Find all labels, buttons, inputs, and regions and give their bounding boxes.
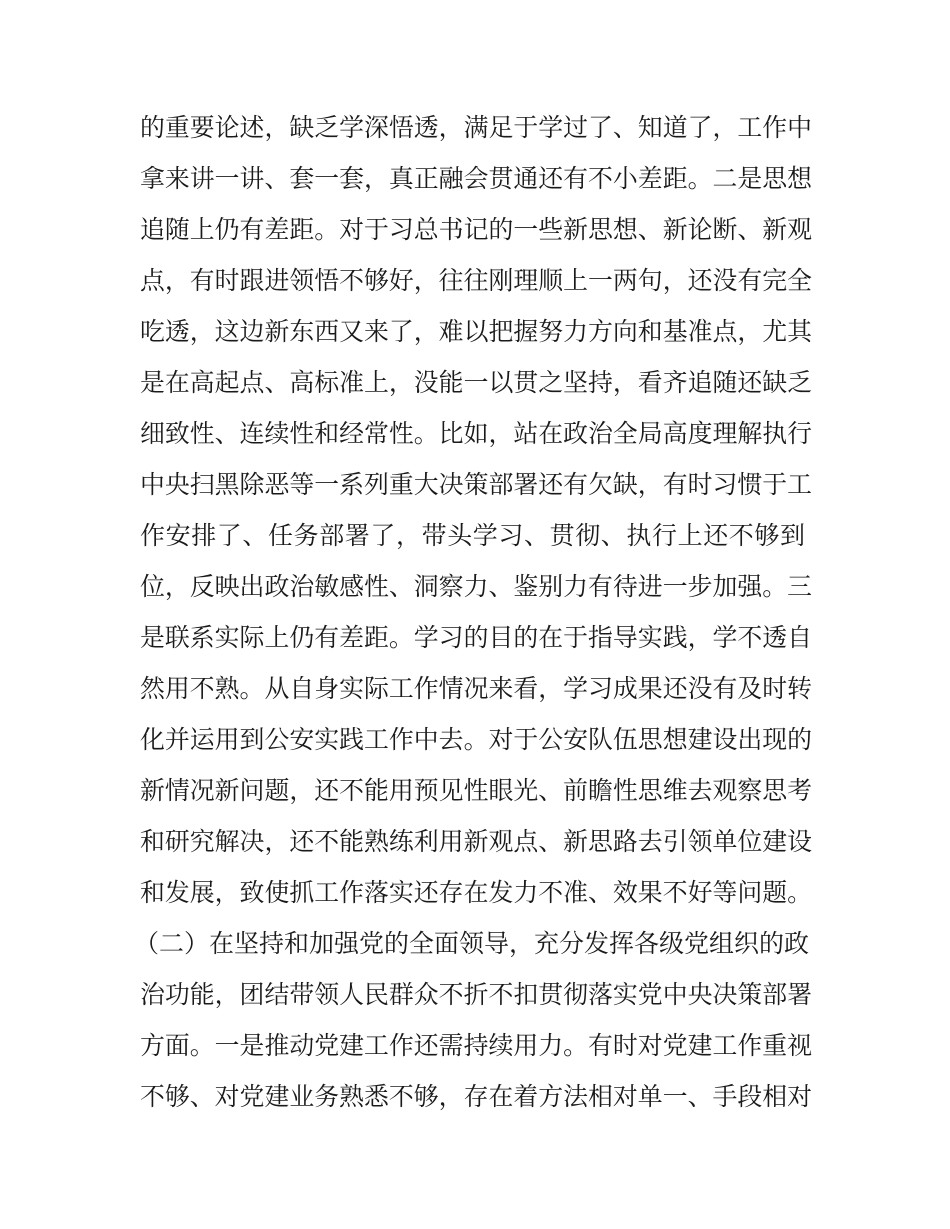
- text-line: 点，有时跟进领悟不够好，往往刚理顺上一两句，还没有完全: [140, 266, 813, 295]
- text-line: 治功能，团结带领人民群众不折不扣贯彻落实党中央决策部署: [140, 980, 813, 1009]
- section-heading-line: （二）在坚持和加强党的全面领导，充分发挥各级党组织的政: [134, 929, 810, 958]
- text-line: 方面。一是推动党建工作还需持续用力。有时对党建工作重视: [140, 1031, 813, 1060]
- text-line: 不够、对党建业务熟悉不够，存在着方法相对单一、手段相对: [140, 1082, 813, 1111]
- text-line: 追随上仍有差距。对于习总书记的一些新思想、新论断、新观: [140, 215, 813, 244]
- text-line: 吃透，这边新东西又来了，难以把握努力方向和基准点，尤其: [140, 317, 813, 346]
- text-line: 然用不熟。从自身实际工作情况来看，学习成果还没有及时转: [140, 674, 813, 703]
- text-line: 和发展，致使抓工作落实还存在发力不准、效果不好等问题。: [140, 878, 813, 907]
- text-line: 新情况新问题，还不能用预见性眼光、前瞻性思维去观察思考: [140, 776, 813, 805]
- text-line: 中央扫黑除恶等一系列重大决策部署还有欠缺，有时习惯于工: [140, 470, 813, 499]
- text-line: 细致性、连续性和经常性。比如，站在政治全局高度理解执行: [140, 419, 813, 448]
- text-line: 和研究解决，还不能熟练利用新观点、新思路去引领单位建设: [140, 827, 813, 856]
- text-line: 位，反映出政治敏感性、洞察力、鉴别力有待进一步加强。三: [140, 572, 813, 601]
- text-line: 的重要论述，缺乏学深悟透，满足于学过了、知道了，工作中: [140, 113, 813, 142]
- text-line: 拿来讲一讲、套一套，真正融会贯通还有不小差距。二是思想: [140, 164, 813, 193]
- text-line: 是在高起点、高标准上，没能一以贯之坚持，看齐追随还缺乏: [140, 368, 813, 397]
- text-line: 化并运用到公安实践工作中去。对于公安队伍思想建设出现的: [140, 725, 813, 754]
- text-line: 是联系实际上仍有差距。学习的目的在于指导实践，学不透自: [140, 623, 813, 652]
- text-line: 作安排了、任务部署了，带头学习、贯彻、执行上还不够到: [140, 521, 806, 550]
